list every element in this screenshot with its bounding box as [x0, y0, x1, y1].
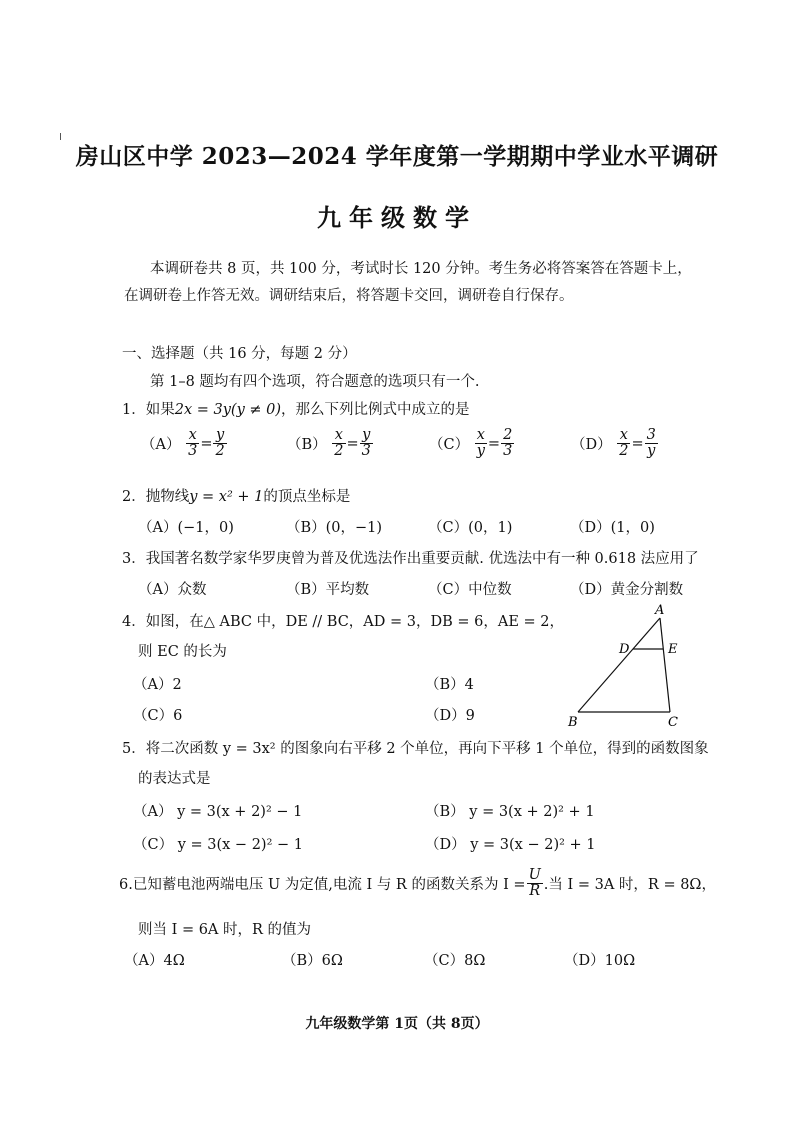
section-heading: 一、选择题（共 16 分，每题 2 分）	[122, 346, 357, 362]
question-6-option-d: （D）10Ω	[564, 953, 636, 969]
vertex-c-label: C	[668, 715, 678, 730]
question-2-option-a: （A）(−1，0)	[138, 520, 234, 536]
question-3-option-d: （D）黄金分割数	[570, 582, 684, 598]
question-1-option-d: （D） $\frac{x}{2}$ = $\frac{3}{y}$	[571, 427, 656, 460]
exam-title: 房山区中学 2023—2024 学年度第一学期期中学业水平调研	[75, 143, 719, 170]
page-footer: 九年级数学第 1页（共 8页）	[305, 1016, 489, 1032]
question-1-option-a: （A） $\frac{x}{3}$ = $\frac{y}{2}$	[141, 427, 225, 460]
question-2-option-b: （B）(0，−1)	[286, 520, 383, 536]
question-6-stem-line-1: 6.已知蓄电池两端电压 U 为定值,电流 I 与 R 的函数关系为 I = $\frac{U}{R}$ .当 I = 3A 时，R = 8Ω，	[119, 867, 716, 900]
intro-line-2: 在调研卷上作答无效。调研结束后，将答题卡交回，调研卷自行保存。	[124, 288, 574, 304]
question-6-stem-line-2: 则当 I = 6A 时，R 的值为	[138, 922, 312, 938]
exam-subtitle: 九年级数学	[317, 203, 477, 232]
question-1-stem	[122, 398, 470, 419]
question-4-option-a: （A）2	[133, 677, 182, 693]
intro-line-1: 本调研卷共 8 页，共 100 分，考试时长 120 分钟。考生务必将答案答在答题卡上，	[150, 261, 692, 277]
question-5-option-a: （A） y = 3(x + 2)² − 1	[133, 804, 303, 820]
question-6-option-b: （B）6Ω	[282, 953, 343, 969]
question-1-option-b: （B） $\frac{x}{2}$ = $\frac{y}{3}$	[287, 427, 371, 460]
question-1-condition: 2x = 3y(y ≠ 0)	[174, 402, 282, 418]
question-2-option-c: （C）(0，1)	[428, 520, 513, 536]
question-4-option-d: （D）9	[425, 708, 475, 724]
question-5-stem-line-1: 5．将二次函数 y = 3x² 的图象向右平移 2 个单位，再向下平移 1 个单位，得到的函数图象	[122, 741, 709, 757]
question-2-stem: 2．抛物线y = x² + 1的顶点坐标是	[122, 489, 351, 505]
question-3-stem: 3．我国著名数学家华罗庚曾为普及优选法作出重要贡献. 优选法中有一种 0.618 法应用了	[122, 551, 699, 567]
section-note: 第 1–8 题均有四个选项，符合题意的选项只有一个.	[150, 374, 480, 390]
point-e-label: E	[668, 642, 678, 657]
question-5-option-d: （D） y = 3(x − 2)² + 1	[425, 837, 596, 853]
triangle-figure	[560, 600, 700, 735]
question-5-stem-line-2: 的表达式是	[138, 771, 211, 787]
question-6-option-c: （C）8Ω	[424, 953, 486, 969]
point-d-label: D	[619, 642, 630, 657]
question-2-option-d: （D）(1，0)	[570, 520, 655, 536]
question-6-option-a: （A）4Ω	[124, 953, 185, 969]
question-3-option-a: （A）众数	[138, 582, 207, 598]
question-1-option-c: （C） $\frac{x}{y}$ = $\frac{2}{3}$	[429, 427, 513, 460]
side-ac	[660, 618, 670, 712]
question-4-stem-line-2: 则 EC 的长为	[138, 644, 227, 660]
question-6-fraction: $\frac{U}{R}$	[528, 867, 541, 900]
vertex-b-label: B	[568, 715, 578, 730]
question-5-option-c: （C） y = 3(x − 2)² − 1	[133, 837, 303, 853]
question-3-option-c: （C）中位数	[428, 582, 512, 598]
side-ab	[578, 618, 660, 712]
question-4-stem-line-1: 4．如图，在△ ABC 中，DE // BC，AD = 3，DB = 6，AE = 2，	[122, 614, 565, 630]
vertex-a-label: A	[655, 603, 665, 618]
question-1-suffix: ，那么下列比例式中成立的是	[281, 402, 470, 418]
question-2-function: y = x² + 1	[189, 489, 264, 505]
question-1-prefix: 1．如果	[122, 402, 175, 418]
question-4-option-c: （C）6	[133, 708, 183, 724]
question-5-option-b: （B） y = 3(x + 2)² + 1	[425, 804, 595, 820]
question-3-option-b: （B）平均数	[286, 582, 370, 598]
question-4-option-b: （B）4	[425, 677, 474, 693]
